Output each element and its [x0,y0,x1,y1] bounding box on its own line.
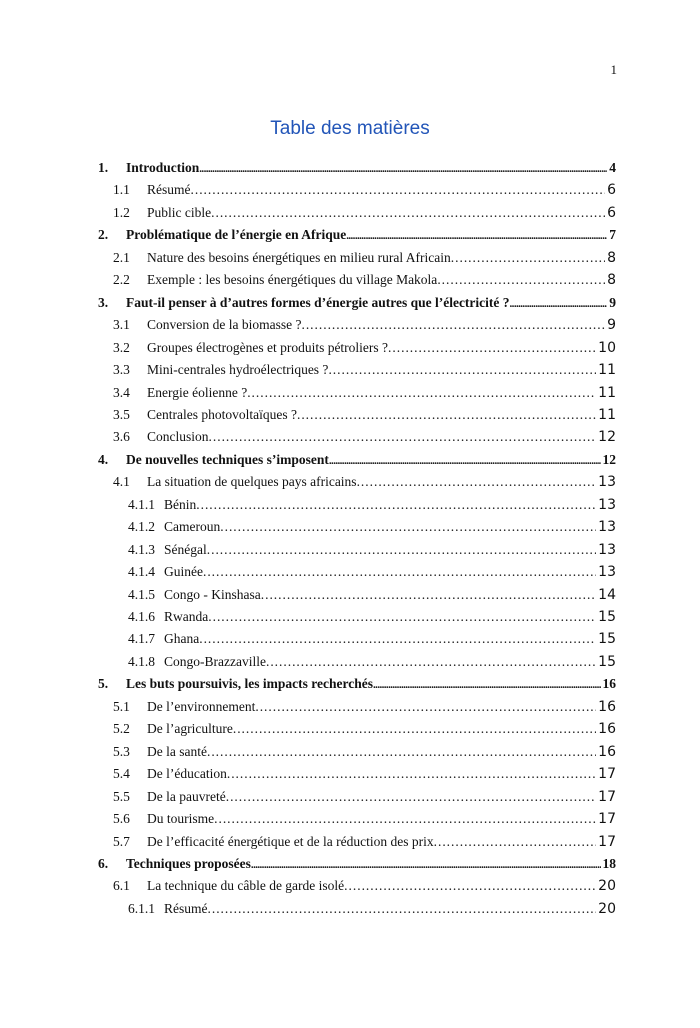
toc-entry[interactable] [0,202,700,224]
toc-dot-leader [301,314,605,336]
toc-dot-leader [199,628,596,650]
toc-entry-text: Groupes électrogènes et produits pétroliers ? [147,339,389,355]
toc-entry-text: Congo-Brazzaville [164,653,266,669]
toc-entry-page: 12 [602,451,616,467]
toc-entry-page: 10 [598,339,616,356]
toc-dot-leader [329,449,601,471]
toc-dot-leader [209,426,597,448]
toc-entry-text: Introduction [126,160,200,175]
toc-entry-page: 14 [598,586,616,603]
toc-entry[interactable] [0,337,700,359]
toc-entry-number: 4.1.8 [128,653,155,669]
toc-dot-leader [373,673,600,695]
toc-entry-page: 6 [607,204,616,221]
toc-entry-number: 5.3 [113,743,130,759]
toc-entry-number: 3.4 [113,384,130,400]
toc-entry-page: 15 [598,653,616,670]
toc-entry-text: Congo - Kinshasa [164,586,261,602]
toc-dot-leader [255,696,596,718]
toc-entry[interactable] [0,808,700,830]
toc-entry-number: 6. [98,855,109,871]
toc-entry-number: 3.1 [113,317,130,333]
toc-dot-leader [261,584,596,606]
toc-entry[interactable] [0,651,700,673]
toc-entry[interactable] [0,449,700,471]
toc-entry-page: 15 [598,609,616,625]
toc-entry-number: 3.2 [113,339,130,355]
toc-entry-number: 1. [98,160,109,175]
toc-entry-text: Mini-centrales hydroélectriques ? [147,362,329,378]
toc-dot-leader [220,516,596,538]
toc-entry[interactable] [0,494,700,516]
toc-entry-page: 18 [602,855,616,871]
toc-entry-number: 4.1.2 [128,519,155,535]
toc-entry-page: 16 [598,721,616,738]
toc-entry-number: 6.1.1 [128,900,155,916]
toc-entry-text: De la santé [147,743,207,759]
toc-entry-page: 12 [598,429,616,446]
toc-entry[interactable] [0,763,700,785]
toc-entry-text: Bénin [164,496,197,512]
toc-dot-leader [344,875,596,897]
toc-dot-leader [203,561,596,583]
toc-entry-page: 11 [598,406,616,423]
toc-entry-text: Du tourisme [147,811,215,827]
toc-entry-text: De l’éducation [147,766,227,782]
toc-entry[interactable] [0,292,700,314]
toc-entry-number: 2.1 [113,249,130,265]
toc-entry-text: Energie éolienne ? [147,384,248,400]
toc-entry-page: 16 [598,743,616,760]
toc-entry-number: 4.1.7 [128,631,155,647]
toc-dot-leader [191,179,606,201]
toc-entry[interactable] [0,516,700,538]
toc-dot-leader [214,808,596,830]
toc-entry-page: 20 [598,878,616,895]
toc-dot-leader [346,224,607,246]
toc-entry-text: Faut-il penser à d’autres formes d’énergie autres que l’électricité ? [126,294,510,310]
toc-entry-text: Sénégal [164,541,207,557]
toc-dot-leader [437,269,605,291]
toc-entry-number: 4.1.6 [128,609,155,624]
toc-entry[interactable] [0,741,700,763]
toc-entry-page: 17 [598,833,616,850]
toc-entry[interactable] [0,696,700,718]
toc-entry-page: 15 [598,631,616,648]
toc-entry-page: 16 [602,676,616,692]
toc-entry[interactable] [0,382,700,404]
toc-entry-page: 7 [609,227,616,243]
toc-entry[interactable] [0,875,700,897]
toc-entry[interactable] [0,584,700,606]
toc-entry-number: 5.4 [113,766,130,782]
toc-entry-text: De la pauvreté [147,788,226,804]
toc-dot-leader [208,898,597,920]
toc-entry-text: De l’efficacité énergétique et de la réduction des prix [147,833,434,849]
toc-entry-text: Rwanda [164,609,209,624]
toc-entry-page: 13 [598,541,616,558]
toc-entry-number: 5.1 [113,698,130,714]
toc-entry[interactable] [0,247,700,269]
toc-entry-number: 4.1.5 [128,586,155,602]
toc-entry[interactable] [0,426,700,448]
toc-dot-leader [357,471,597,493]
toc-entry-text: Nature des besoins énergétiques en milieu rural Africain [147,249,451,265]
toc-entry-text: Problématique de l’énergie en Afrique [126,227,347,243]
toc-entry-number: 5.7 [113,833,130,849]
toc-entry-text: La technique du câble de garde isolé [147,878,345,894]
toc-entry-page: 8 [607,272,616,289]
toc-dot-leader [247,382,596,404]
toc-entry-page: 9 [609,294,616,310]
page-number: 1 [610,62,617,77]
toc-dot-leader [207,539,596,561]
toc-entry-number: 5.6 [113,811,130,827]
toc-entry-text: Public cible [147,204,212,220]
toc-entry-text: Conclusion [147,429,209,445]
toc-entry-text: Résumé [164,900,208,916]
toc-entry-number: 3.6 [113,429,130,445]
toc-entry-number: 4.1 [113,474,130,490]
toc-entry-page: 11 [598,362,616,379]
toc-entry-number: 1.1 [113,182,130,198]
toc-entry-text: De nouvelles techniques s’imposent [126,451,329,467]
toc-dot-leader [226,786,596,808]
toc-entry-number: 4.1.1 [128,496,155,512]
toc-entry-number: 4.1.4 [128,564,155,580]
toc-entry-text: Techniques proposées [126,855,251,871]
toc-entry[interactable] [0,314,700,336]
toc-dot-leader [199,157,607,179]
toc-entry-page: 13 [598,519,616,536]
toc-entry-number: 2.2 [113,272,130,288]
toc-entry-text: Exemple : les besoins énergétiques du village Makola [147,272,438,288]
toc-entry-number: 5.2 [113,721,130,737]
toc-entry-number: 6.1 [113,878,130,894]
toc-entry[interactable] [0,561,700,583]
toc-entry-number: 3.5 [113,406,130,422]
toc-dot-leader [233,718,596,740]
toc-entry[interactable] [0,539,700,561]
toc-entry[interactable] [0,471,700,493]
toc-title: Table des matières [270,118,430,139]
toc-dot-leader [451,247,605,269]
toc-entry-number: 2. [98,227,109,243]
toc-entry-number: 4. [98,451,109,467]
toc-dot-leader [297,404,596,426]
toc-entry-text: Résumé [147,182,191,198]
toc-entry-text: Ghana [164,631,200,647]
toc-entry[interactable] [0,673,700,695]
toc-entry-text: Cameroun [164,519,221,535]
toc-entry[interactable] [0,831,700,853]
toc-entry-number: 5. [98,676,109,692]
toc-entry-number: 3.3 [113,362,130,378]
toc-entry[interactable] [0,898,700,920]
toc-entry-page: 11 [598,384,616,401]
toc-entry-page: 13 [598,496,616,513]
toc-entry-text: De l’environnement [147,698,256,714]
toc-entry[interactable] [0,606,700,628]
toc-dot-leader [266,651,596,673]
toc-dot-leader [196,494,596,516]
toc-entry-page: 17 [598,788,616,805]
toc-entry-page: 16 [598,698,616,715]
toc-dot-leader [208,606,596,628]
toc-entry-page: 9 [607,317,616,334]
toc-entry[interactable] [0,224,700,246]
toc-entry-page: 13 [598,564,616,581]
toc-entry-text: Centrales photovoltaïques ? [147,406,297,422]
toc-dot-leader [207,741,596,763]
toc-entry-number: 5.5 [113,788,130,804]
toc-dot-leader [388,337,596,359]
toc-entry-text: Les buts poursuivis, les impacts recherchés [126,676,374,692]
toc-entry-page: 6 [607,182,616,199]
toc-entry[interactable] [0,853,700,875]
toc-entry-number: 4.1.3 [128,541,155,557]
toc-entry[interactable] [0,628,700,650]
toc-entry-page: 17 [598,811,616,828]
toc-entry-page: 17 [598,766,616,783]
toc-dot-leader [434,831,597,853]
toc-entry-number: 1.2 [113,204,130,220]
toc-entry-text: La situation de quelques pays africains [147,474,357,490]
toc-entry[interactable] [0,786,700,808]
toc-entry[interactable] [0,269,700,291]
toc-dot-leader [510,292,608,314]
toc-entry-page: 4 [609,160,616,175]
toc-entry[interactable] [0,404,700,426]
toc-entry-number: 3. [98,294,109,310]
toc-entry-text: Guinée [164,564,203,580]
toc-dot-leader [328,359,596,381]
toc-entry-text: Conversion de la biomasse ? [147,317,302,333]
toc-dot-leader [251,853,601,875]
toc-entry-text: De l’agriculture [147,721,233,737]
toc-entry-page: 8 [607,249,616,266]
toc-entry-page: 20 [598,900,616,917]
toc-entry-page: 13 [598,474,616,491]
toc-entry[interactable] [0,179,700,201]
toc-entry[interactable] [0,359,700,381]
toc-entry[interactable] [0,718,700,740]
toc-entry[interactable] [0,157,700,179]
toc-dot-leader [211,202,605,224]
toc-dot-leader [227,763,596,785]
